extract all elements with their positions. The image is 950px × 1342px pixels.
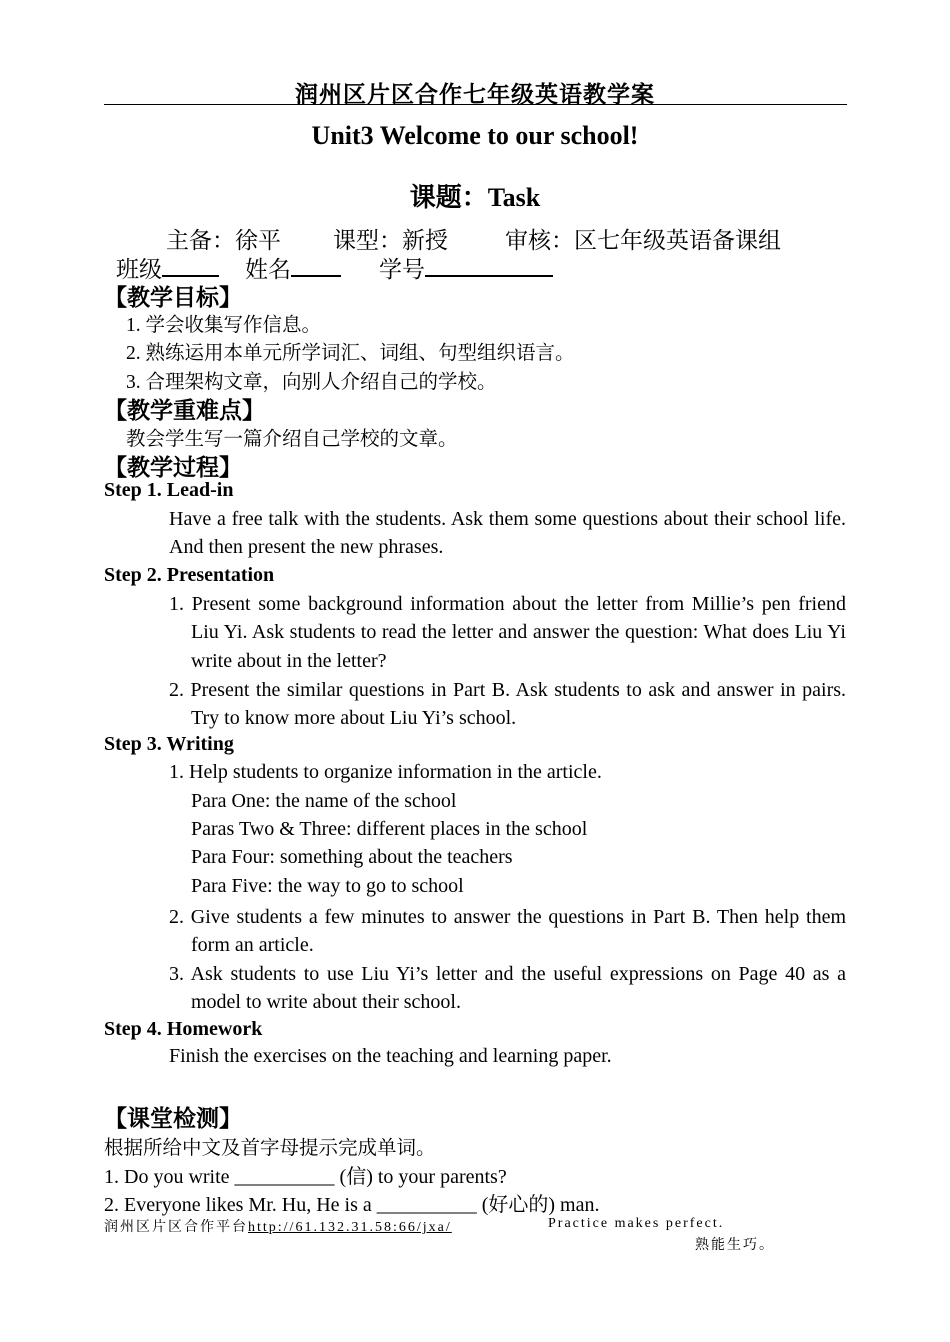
unit-title: Unit3 Welcome to our school!: [311, 121, 639, 150]
item-text: Ask students to use Liu Yi’s letter and the useful expressions on Page 40 as a model to write about their school.: [190, 963, 846, 1014]
chief-preparer: 主备：徐平: [166, 228, 281, 253]
step-3-item: [169, 960, 846, 1017]
step-3-item-1: 1. Help students to organize information in the article.: [169, 761, 602, 783]
para-outline-item: Para One: the name of the school: [191, 790, 457, 812]
item-text: Present the similar questions in Part B. Ask students to ask and answer in pairs. Try to know more about Liu Yi’s school.: [190, 679, 847, 730]
step-3-title: Step 3. Writing: [104, 733, 234, 755]
footer-motto: Practice makes perfect.: [548, 1216, 725, 1231]
student-id-field: [379, 251, 553, 284]
step-2-title: Step 2. Presentation: [104, 564, 275, 586]
item-number: 3.: [169, 963, 184, 985]
lesson-title: 课题：Task: [409, 183, 541, 212]
step-1-title: Step 1. Lead-in: [104, 479, 234, 501]
process-heading: 【教学过程】: [104, 455, 242, 480]
item-number: 2.: [169, 906, 184, 928]
item-number: 1.: [169, 593, 184, 615]
goals-heading: 【教学目标】: [104, 285, 242, 310]
goal-item: 2. 熟练运用本单元所学词汇、词组、句型组织语言。: [126, 343, 575, 364]
name-field: [245, 251, 341, 284]
footer-motto-cn: 熟能生巧。: [695, 1238, 775, 1253]
para-outline-item: Paras Two & Three: different places in the school: [191, 818, 588, 840]
student-id-blank[interactable]: [425, 253, 553, 277]
check-instruction: 根据所给中文及首字母提示完成单词。: [104, 1138, 436, 1159]
step-3-item: [169, 903, 846, 960]
student-id-label: 学号: [379, 257, 425, 282]
step-4-text: Finish the exercises on the teaching and learning paper.: [169, 1045, 612, 1067]
goal-item: 1. 学会收集写作信息。: [126, 315, 322, 336]
footer-platform: [104, 1216, 452, 1236]
item-text: Give students a few minutes to answer the questions in Part B. Then help them form an article.: [190, 906, 847, 957]
class-label: 班级: [116, 257, 162, 282]
footer-platform-name: 润州区片区合作平台: [104, 1220, 248, 1235]
name-blank[interactable]: [291, 253, 341, 277]
header-divider: [104, 104, 847, 105]
reviewer: 审核：区七年级英语备课组: [505, 228, 781, 253]
step-4-title: Step 4. Homework: [104, 1018, 263, 1040]
item-text: Present some background information about the letter from Millie’s pen friend Liu Yi. Ask students to read the letter and answer the question: What does Liu Yi write about in the letter?: [191, 593, 846, 672]
key-points-text: 教会学生写一篇介绍自己学校的文章。: [126, 429, 458, 450]
step-2-item: [169, 676, 846, 733]
name-label: 姓名: [245, 257, 291, 282]
header-title: 润州区片区合作七年级英语教学案: [295, 82, 655, 107]
check-question-2: 2. Everyone likes Mr. Hu, He is a __________ (好心的) man.: [104, 1194, 600, 1216]
footer-url-link[interactable]: http://61.132.31.58:66/jxa/: [248, 1220, 452, 1235]
check-heading: 【课堂检测】: [104, 1106, 242, 1131]
para-outline-item: Para Five: the way to go to school: [191, 875, 464, 897]
class-blank[interactable]: [162, 253, 219, 277]
goal-item: 3. 合理架构文章，向别人介绍自己的学校。: [126, 372, 497, 393]
key-points-heading: 【教学重难点】: [104, 398, 265, 423]
check-question-1: 1. Do you write __________ (信) to your parents?: [104, 1166, 507, 1188]
step-1-text: Have a free talk with the students. Ask them some questions about their school life. And then present the new phrases.: [169, 508, 846, 559]
para-outline-item: Para Four: something about the teachers: [191, 846, 513, 868]
item-number: 2.: [169, 679, 184, 701]
step-2-item: [169, 590, 846, 675]
lesson-type: 课型：新授: [333, 228, 448, 253]
